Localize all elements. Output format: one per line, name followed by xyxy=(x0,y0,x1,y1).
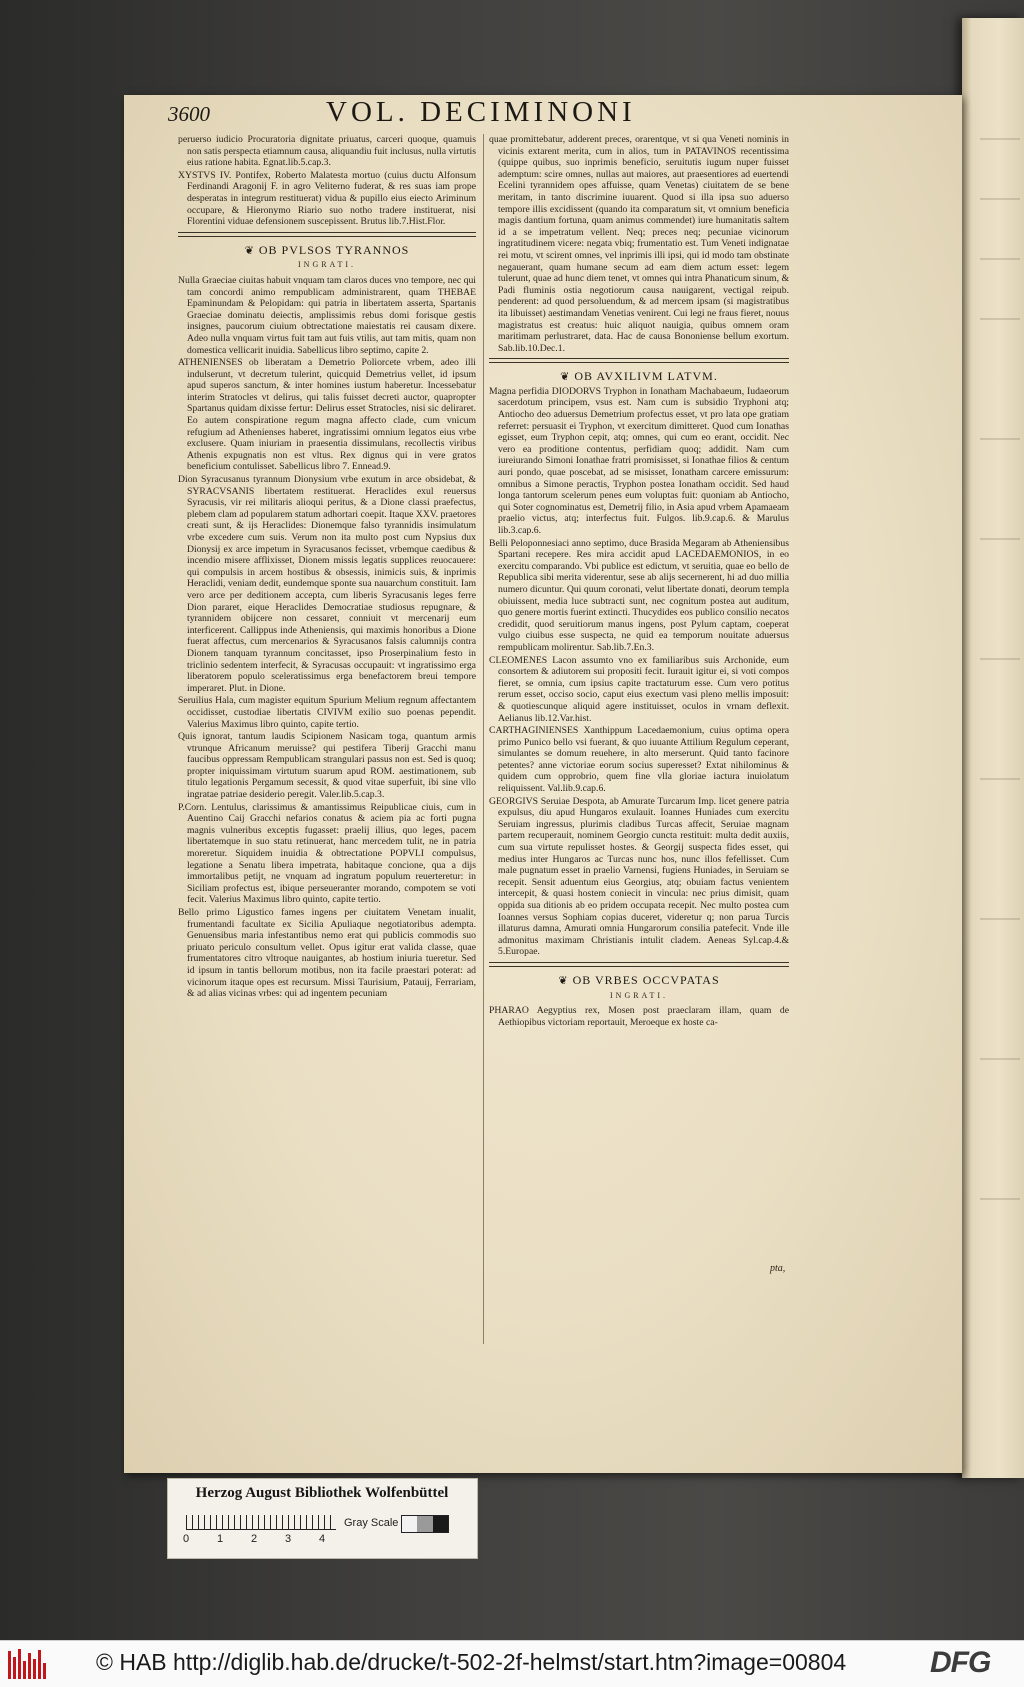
library-label-title: Herzog August Bibliothek Wolfenbüttel xyxy=(195,1485,449,1501)
text-paragraph: Quis ignorat, tantum laudis Scipionem Nasicam toga, quantum armis vtrunque Africanum meruisse? qui pestifera Tiberij Gracchi manu faucibus oppressam Rempublicam strangulari passus non est. Sed is quoq; propter iniquissimam virtutum suarum apud ROM. aestimationem, sub titulo legationis Pergamum secessit, & quod vitae superfuit, ibi sine vllo ingratae patriae desiderio peregit. Valer.lib.5.cap.3. xyxy=(178,731,476,801)
text-paragraph: Seruilius Hala, cum magister equitum Spurium Melium regnum affectantem occidisset, custodiae libertatis CIVIVM exilio suo poenas pependit. Valerius Maximus libro quinto, capite tertio. xyxy=(178,695,476,730)
section-heading-text: OB VRBES OCCVPATAS xyxy=(572,972,720,987)
running-title: VOL. DECIMINONI xyxy=(326,96,636,128)
text-paragraph: peruerso iudicio Procuratoria dignitate priuatus, carceri quoque, quamuis non satis perspecta etiamnum causa, aliquandiu fuit inclusus, nulla virtutis eius ratione habita. Egnat.lib.5.cap.3. xyxy=(178,134,476,169)
left-column xyxy=(178,134,476,1284)
gray-scale-patches xyxy=(401,1515,449,1533)
ruler-number: 4 xyxy=(319,1533,326,1545)
section-rule xyxy=(489,962,789,967)
right-column xyxy=(489,134,789,1284)
section-heading-block xyxy=(489,972,789,1001)
section-subheading: INGRATI. xyxy=(298,260,356,270)
library-label-card xyxy=(167,1478,478,1559)
ruler-number: 3 xyxy=(285,1533,292,1545)
fleuron-icon: ❦ xyxy=(244,244,255,257)
text-paragraph: Dion Syracusanus tyrannum Dionysium vrbe exutum in arce obsidebat, & SYRACVSANIS libertatem restituerat. Heraclides exul reuersus Syracusis, vir rei militaris alioqui peritus, & a Dione classi praefectus, plebem clam ad popularem statum adhortari coepit. Itaque XXV. praetores creati sunt, & ijs Heraclides: Dionemque falso tyrannidis insimulatum vrbe excedere cum suis. Verum non ita multo post cum Nypsius dux Dionysij ex arce impetum in Syracusanos fecisset, vrbemque caedibus & incendio misere afflixisset, Dionem missis legatis supplices reuocauere: qui compulsis in arcem hostibus & obsessis, inimicis suis, & inprimis Heraclidi, veniam dedit, eundemque sponte sua nauarchum constituit. Iam vero arce per deditionem accepta, cum liberis Syracusanis leges ferre Dion pararet, eique Heraclides Democratiae studiosus repugnare, & tyrannidem obijcere non cessaret, conniuit vt mercenarij eum interficerent. Callippus inde Atheniensis, qui maximis honoribus a Dione fuerat affectus, cum mercenarios & Syracusanos falsis calumnijs contra Dionem tanquam tyrannum concitasset, ipso Proserpinalium festo in triclinio sedentem interfecit, & Syracusas occupauit: vt ingratissimo erga liberatorem populo sceleratissimus erga benefactorem breui tempore imperaret. Plut. in Dione. xyxy=(178,474,476,694)
text-paragraph: Belli Peloponnesiaci anno septimo, duce Brasida Megaram ab Atheniensibus Spartani recepere. Res mira accidit apud LACEDAEMONIOS, in eo exercitu comparando. Vbi publice est edictum, vt seruitia, quae eo bello de Republica sibi merita viderentur, sese ab alijs secernerent, hi ad duo millia numero dicuntur. Qui quum coronati, velut libertate donati, deorum templa obiuissent, media luce subtracti sunt, nec cognitum postea aut auditum, quo genere mortis fuerint extincti. Thucydides eos publico consilio necatos credidit, quod seruitiorum manus ingens, post Pylum captam, coeperat vulgo ciuibus esse suspecta, ne quid ea temporum nouitate aduersus rempublicam molirentur. Sab.lib.7.En.3. xyxy=(489,537,789,653)
page-number: 3600 xyxy=(168,102,210,126)
column-divider xyxy=(483,134,484,1344)
text-paragraph: Nulla Graeciae ciuitas habuit vnquam tam claros duces vno tempore, nec qui tam concordi animo rempublicam administrarent, quam THEBAE Epaminundam & Pelopidam: qui patria in libertatem asserta, Spartanis Graeciae dominatu deiectis, amplissimis rebus domi forisque gestis insignes, paucorum ciuium obtrectatione maiestatis rei causam dixere. Adeo nulla vnquam virtus fuit tam aut fuis vtilis, aut tam mitis, quam non domestica vellicarit inuidia. Sabellicus libro septimo, capite 2. xyxy=(178,274,476,356)
fleuron-icon: ❦ xyxy=(558,974,569,987)
text-paragraph: Bello primo Ligustico fames ingens per ciuitatem Venetam inualit, frumentandi facultate ex Sicilia Apuliaque negotiatoribus adempta. Genuensibus maria infestantibus nemo erat qui publicis commodis suo priuato periculo consultum vellet. Opus igitur erat valida classe, quae frumentatores citro vltroque nauigantes, ab hostium iniuria tueretur. Sed id ipsum in tantis bellorum motibus, non ita facile praestari poterat: ad vicinorum itaque opes est recursum. Missi Taurisium, Patauij, Ferrariam, & ad alias vicinas vrbes: qui ad ingentem pecuniam xyxy=(178,907,476,1000)
ruler-number: 2 xyxy=(251,1533,258,1545)
ruler-number: 1 xyxy=(217,1533,224,1545)
gray-scale-label: Gray Scale xyxy=(344,1517,399,1529)
ruler-ticks xyxy=(186,1515,336,1530)
scale-ruler xyxy=(183,1515,336,1545)
section-heading xyxy=(489,972,789,988)
section-rule xyxy=(178,232,476,237)
section-heading xyxy=(178,242,476,258)
section-heading-block xyxy=(489,371,789,384)
dfg-logo-icon: DFG xyxy=(930,1646,991,1679)
hab-logo-icon xyxy=(8,1647,48,1681)
text-paragraph: PHARAO Aegyptius rex, Mosen post praeclaram illam, quam de Aethiopibus victoriam reportauit, Meroeque ex hoste ca- xyxy=(489,1005,789,1028)
text-paragraph: GEORGIVS Seruiae Despota, ab Amurate Turcarum Imp. licet genere patria expulsus, diu apud Hungaros exulauit. Ioannes Huniades cum exercitu Seruiam ingressus, plurimis cladibus Turcas affecit, Seruiae magnam partem recuperauit, nominem Georgio cuncta restituit: multa dedit auxiis, cum sua virtute repulisset hostes. & Georgij suspecta fides esset, qui medius inter Hungaros ac Turcas nunc hos, nunc illos fefellisset. Cum male pugnatum esset in praelio Varnensi, fugiens Huniades, in Seruiam se recepit. Sensit aduentum eius Georgius, atq; obuiam factus venientem intercepit, & quasi hostem coniecit in vincula: nec prius dimisit, quam oppida sua ditionis ab eo pridem occupata recepit. Nec multo postea cum Ioannes versus Sophiam copias duceret, videretur q; non parua Turcis illaturus damna, Amurati omnia Hungarorum consilia patefecit. Vnde ille admonitus maximam Christianis intulit cladem. Aeneas Syl.cap.4.& 5.Europae. xyxy=(489,795,789,958)
text-paragraph: XYSTVS IV. Pontifex, Roberto Malatesta mortuo (cuius ductu Alfonsum Ferdinandi Aragonij F. in agro Veliterno fuderat, & res suas iam prope desperatas in integrum restituerat) vidua & pupillo eius eiecto Ariminum occupare, & Hieronymo Riario suo notho tradere instituerat, nisi Florentini viduae defensionem suscepissent. Brutus lib.7.Hist.Flor. xyxy=(178,169,476,228)
section-rule xyxy=(489,358,789,363)
adjacent-page-edge xyxy=(962,18,1024,1478)
section-heading-text: OB PVLSOS TYRANNOS xyxy=(258,242,410,257)
source-url-link[interactable]: © HAB http://diglib.hab.de/drucke/t-502-2f-helmst/start.htm?image=00804 xyxy=(96,1649,847,1675)
text-paragraph: CARTHAGINIENSES Xanthippum Lacedaemonium, cuius optima opera primo Punico bello vsi fuerant, & quo iuuante Attilium Regulum ceperant, simulantes se domum reuehere, in alto merserunt. Quid tanto facinore petentes? anne victoriae eorum socius superesset? Extat nihilominus & quidem cum opprobrio, quem fine vlla gloriae iactura inuiolatum reliquissent. Val.lib.9.cap.6. xyxy=(489,725,789,795)
text-paragraph: P.Corn. Lentulus, clarissimus & amantissimus Reipublicae ciuis, cum in Auentino Caij Gracchi nefarios conatus & aciem pia ac forti pugna magnis vulneribus exceptis fugasset: praelij illius, quo leges, pacem libertatemque in suo statu retinuerat, hanc mercedem tulit, ne in patria moreretur. Siquidem inuidia & obtrectatione POPVLI compulsus, legatione a Senatu libera impetrata, habitaque concione, qua a dijs immortalibus petijt, ne vnquam ad ingratum populum reuerteretur: in Siciliam profectus est, ibique perseueranter morando, compotem se voti fecit. Valerius Maximus libro quinto, capite tertio. xyxy=(178,801,476,906)
text-paragraph: ATHENIENSES ob liberatam a Demetrio Poliorcete vrbem, adeo illi indulserunt, vt decretum tulerint, quicquid Demetrius vellet, id ipsum apud superos sanctum, & inter homines iustum haberetur. Incessebatur interim Stratocles vt delirus, qui talis fuisset decreti auctor, quapropter Spartanus quidam dixisse fertur: Delirus esset Stratocles, nisi sic deliraret. Eo autem conspiratione regum magna affecto clade, cum vnicum refugium ad Athenienses haberet, ingratissimi omnium legatos eius vrbe exclusere. Quam iniuriam in praesentia dissimulans, recollectis viribus Athenis expugnatis non est vltus. Rex dignus qui in vere gratos beneficium contulisset. Sabellicus libro 7. Ennead.9. xyxy=(178,357,476,473)
text-paragraph: CLEOMENES Lacon assumto vno ex familiaribus suis Archonide, eum consortem & adiutorem sui propositi fecit. Iurauit igitur ei, si voti compos fieret, se omnia, cum ipsius capite tractaturum esse. Cum vero potitus rerum esset, occiso socio, caput eius exectum vasi pleno mellis imposuit: & quotiescunque aliquid agere instituisset, oculos in vrnam deflexit. Aelianus lib.12.Var.hist. xyxy=(489,654,789,724)
catchword: pta, xyxy=(770,1263,786,1274)
section-heading-block xyxy=(178,242,476,271)
fleuron-icon: ❦ xyxy=(560,371,571,384)
text-paragraph: Magna perfidia DIODORVS Tryphon in Ionatham Machabaeum, Iudaeorum sacerdotum principem, vsus est. Nam cum is subsidio Tryphoni atq; Antiocho deo aduersus Demetrium profectus esset, vt pro lata ope gratiam referret: persuasit ei Tryphon, vt exercitum dimitteret. Quod cum Ionathas egisset, eum Tryphon cepit, atq; omnes, qui cum eo erant, occidit. Nec vero ea proditione contentus, perfidiam quoq; addidit. Nam cum iureiurando Simoni Ionathae fratri promisisset, si Ionathae filios & centum auri pondo, quae poscebat, ad se misisset, Ionatham carcere emissurum: omnibus a Simone peractis, Tryphon postea Ionatham occidit. Sed haud longa tantorum scelerum penes eum voluptas fuit: quoniam ab Antiocho, qui Soter cognominatus est, Demetrij filio, in Asia apud vrbem Apamaeam praelio victus, atq; interfectus fuit. Fulgos. lib.9.cap.6. & Marulus lib.3.cap.6. xyxy=(489,385,789,536)
section-heading xyxy=(489,371,789,384)
text-paragraph: quae promittebatur, adderent preces, orarentque, vt si qua Veneti nominis in vicinis extarent merita, cum in alios, tum in PATAVINOS recentissima (quippe quibus, suo inprimis beneficio, seruitutis iugum nuper fuisset ademptum: scire omnes, nullas aut maiores, aut praesentiores ad euertendi Ecelini tyrannidem opes affuisse, quam Venetas) ciuitatem de se bene meritam, in tanto discrimine iuuarent. Quod si illa ipsa suo aduerso tempore illis excidissent (quando ita comparatum sit, vt omnium beneficia magis dantium fortuna, quam animus commendet) iure humanitatis saltem id a se impetratum vellent. Neq; preces neq; pecuniae vicinorum ingratitudinem vicere: negata vbiq; frumentatio est. Tum Veneti indignatae rei motu, vt scirent omnes, vel inprimis illi ipsi, qui id modo tam obstinate negauerant, quam humane secum ad eam diem actum esset: legem tulerunt, quae ad hunc diem tenet, vt omnes qui intra Phanaticum sinum, & Padi fluminis ostia negotiorum causa nauigarent, vectigal reipub. penderent: ad quod persoluendum, & ad mercem ipsam (si magistratibus ita libuisset) aestimandam Venetias venirent. Cui legi ne fraus fieret, nouus magistratus est creatus: huic aliquot nauigia, quibus omnem oram maritimam perlustraret, data. Hac de causa Bononiense bellum exortum. Sab.lib.10.Dec.1. xyxy=(489,134,789,354)
viewer-footer xyxy=(0,1640,1024,1687)
page-header xyxy=(168,96,808,126)
section-heading-text: OB AVXILIVM LATVM. xyxy=(574,369,718,384)
section-subheading: INGRATI. xyxy=(610,990,668,1000)
ruler-number: 0 xyxy=(183,1533,190,1545)
